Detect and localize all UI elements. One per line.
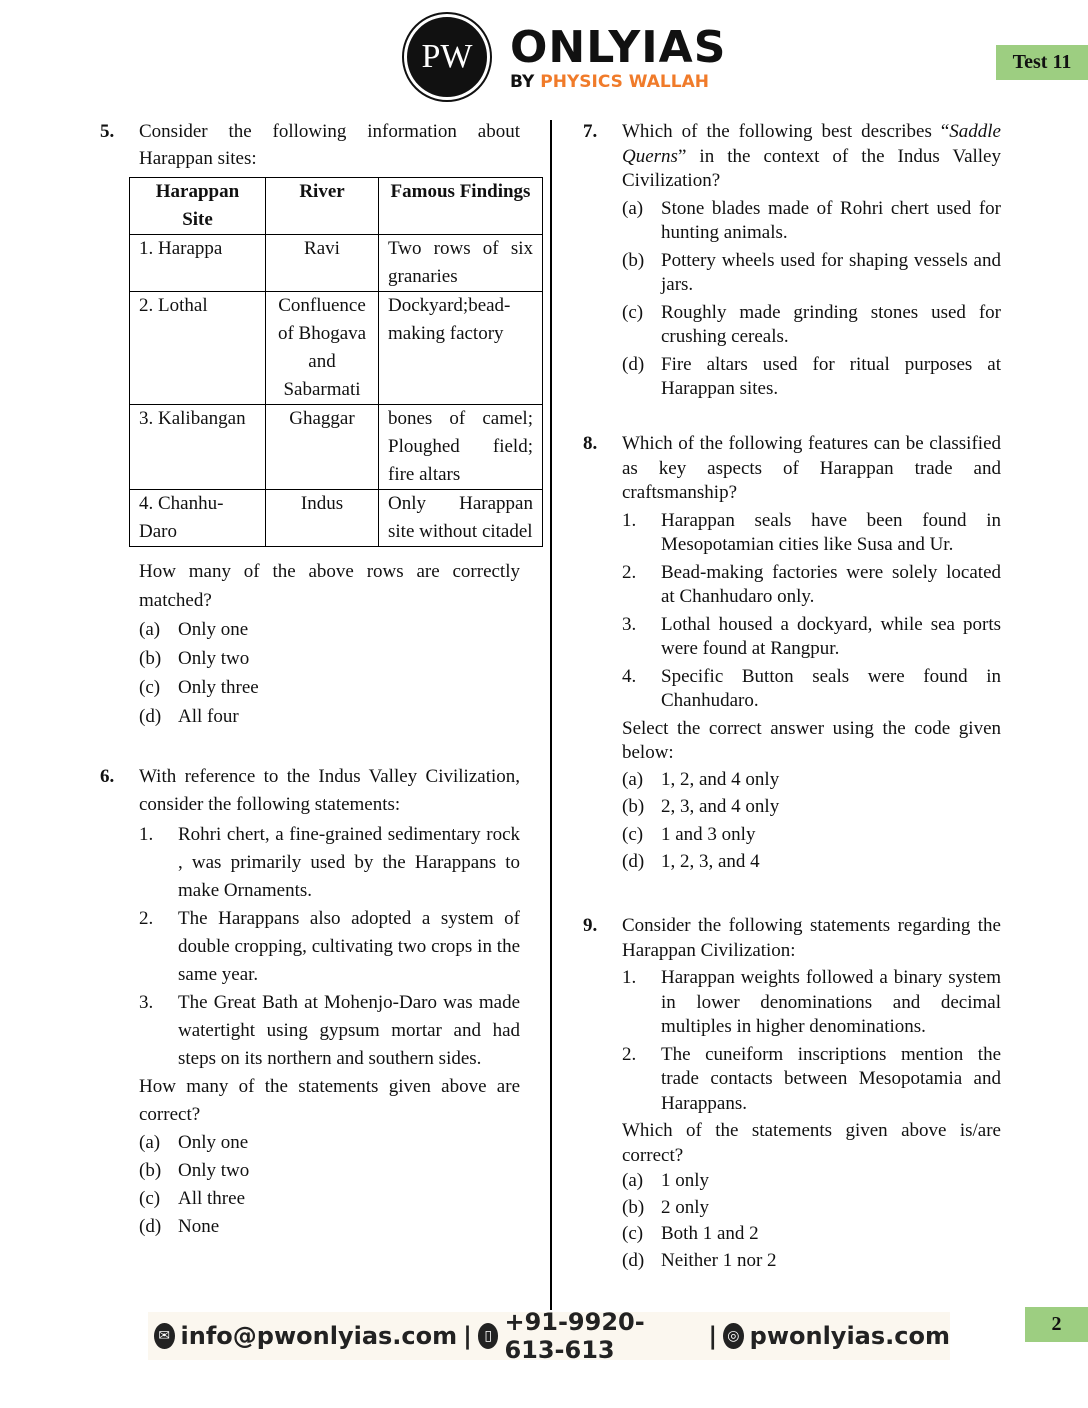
option[interactable]: (b) 2 only (622, 1196, 710, 1218)
option[interactable]: (d) 1, 2, 3, and 4 (622, 851, 760, 872)
phone-icon: ▯ (478, 1323, 499, 1349)
column-divider (550, 120, 552, 1310)
option[interactable]: (a) 1, 2, and 4 only (622, 768, 780, 790)
table-row: 3. Kalibangan Ghaggar bones of camel; Ploughed field; fire altars (130, 405, 543, 490)
globe-icon: ◎ (723, 1323, 744, 1349)
footer-contact-bar: ✉ info@pwonlyias.com | ▯ +91-9920-613-613 | ◎ pwonlyias.com (148, 1312, 950, 1360)
option[interactable]: (c) All three (139, 1188, 246, 1209)
option[interactable]: (c) Both 1 and 2 (622, 1223, 759, 1244)
email-link[interactable]: info@pwonlyias.com (180, 1322, 458, 1350)
option[interactable]: (d) None (139, 1216, 220, 1237)
brand-logo: ONLYIAS BY PHYSICS WALLAH (510, 22, 727, 92)
harappan-sites-table: Harappan Site River Famous Findings 1. Harappa Ravi Two rows of six granaries 2. Lothal Confluence of Bhogava and Sabarmati Dockyard;bead-making factory 3. Kalibangan Ghaggar bones of camel; Ploughed field; fire altars 4. Chanhu-Daro Indus Only Harappan site without citadel (129, 177, 543, 547)
test-badge: Test 11 (996, 45, 1088, 80)
question-5: 5. Consider the following information about Harappan sites: (100, 121, 520, 169)
option[interactable]: (a) 1 only (622, 1170, 710, 1191)
question-5-prompt: How many of the above rows are correctly matched? (a) Only one (b) Only two (c) Only three (d) All four (100, 557, 520, 731)
question-7: 7. Which of the following best describes “Saddle Querns” in the context of the Indus Valley Civilization? (a) Stone blades made of Rohri chert used for hunting animals. (b) Pottery wheels used for shaping vessels and jars. (c) Roughly made grinding stones used for crushing cereals. (d) Fire altars used for ritual purposes at Harappan sites. (583, 120, 1001, 402)
page-number: 2 (1025, 1307, 1088, 1342)
option[interactable]: (b) 2, 3, and 4 only (622, 796, 780, 817)
table-row: 1. Harappa Ravi Two rows of six granaries (130, 235, 543, 292)
table-row: 4. Chanhu-Daro Indus Only Harappan site without citadel (130, 490, 543, 547)
table-row: 2. Lothal Confluence of Bhogava and Sabarmati Dockyard;bead-making factory (130, 292, 543, 405)
option[interactable]: (d) Neither 1 nor 2 (622, 1249, 777, 1271)
email-icon: ✉ (154, 1323, 175, 1349)
pw-logo: PW (404, 14, 490, 100)
question-9: 9. Consider the following statements regarding the Harappan Civilization: 1. Harappan weights followed a binary system in lower denominations and decimal multiples in higher denominations. 2. The cuneiform inscriptions mention the trade contacts between Mesopotamia and Harappans. Which of the statements given above is/are correct? (a) 1 only (b) 2 only (c) Both 1 and 2 (d) Neither 1 nor 2 (583, 914, 1001, 1274)
phone-link[interactable]: +91-9920-613-613 (504, 1308, 645, 1364)
option[interactable]: (d) All four (139, 706, 239, 727)
option[interactable]: (c) Only three (139, 677, 259, 698)
question-6: 6. With reference to the Indus Valley Civilization, consider the following statements: 1. Rohri chert, a fine-grained sedimentary rock , was primarily used by the Harappans to make Ornaments. 2. The Harappans also adopted a system of double cropping, cultivating two crops in the same year. 3. The Great Bath at Mohenjo-Daro was made watertight using gypsum mortar and had steps on its northern and southern sides. How many of the statements given above are correct? (a) Only one (b) Only two (c) All three (d) None (100, 763, 520, 1241)
option[interactable]: (b) Only two (139, 648, 250, 669)
option[interactable]: (c) Roughly made grinding stones used for crushing cereals. (622, 301, 1001, 347)
option[interactable]: (b) Pottery wheels used for shaping vessels and jars. (622, 249, 1001, 295)
option[interactable]: (a) Stone blades made of Rohri chert used for hunting animals. (622, 197, 1001, 243)
option[interactable]: (a) Only one (139, 619, 249, 640)
option[interactable]: (b) Only two (139, 1160, 250, 1181)
option[interactable]: (d) Fire altars used for ritual purposes at Harappan sites. (622, 353, 1001, 399)
option[interactable]: (a) Only one (139, 1132, 249, 1153)
option[interactable]: (c) 1 and 3 only (622, 823, 756, 845)
website-link[interactable]: pwonlyias.com (749, 1322, 950, 1350)
question-8: 8. Which of the following features can be classified as key aspects of Harappan trade and craftsmanship? 1. Harappan seals have been found in Mesopotamian cities like Susa and Ur. 2. Bead-making factories were solely located at Chanhudaro only. 3. Lothal housed a dockyard, while sea ports were found at Rangpur. 4. Specific Button seals were found in Chanhudaro. Select the correct answer using the code given below: (a) 1, 2, and 4 only (b) 2, 3, and 4 only (c) 1 and 3 only (d) 1, 2, 3, and 4 (583, 432, 1001, 876)
